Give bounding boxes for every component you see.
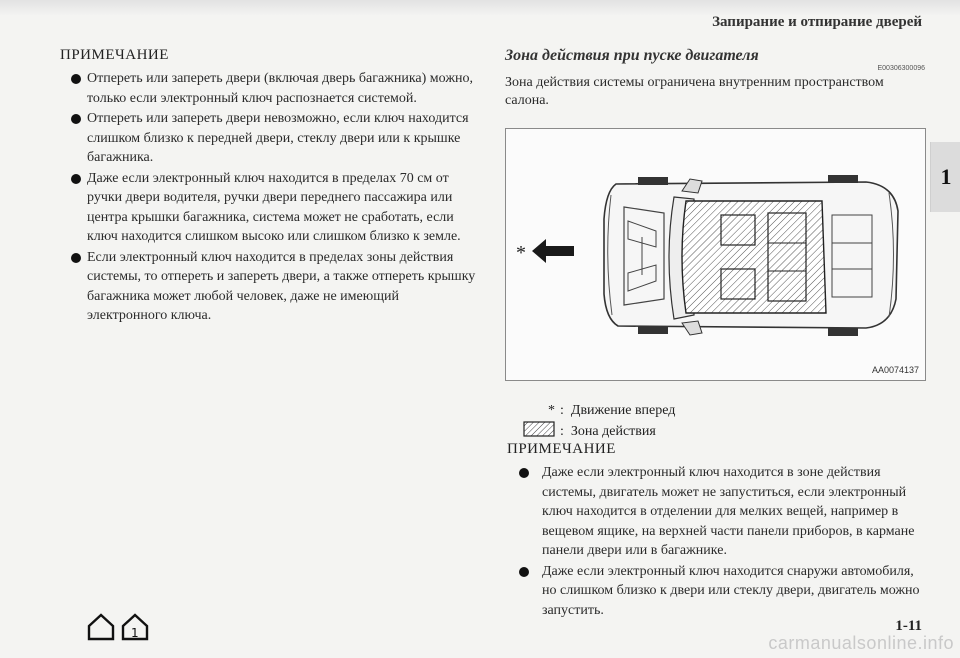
- list-item: Отпереть или запереть двери невозможно, если ключ находится слишком близко к передней двери, стеклу двери или к крышке багажника.: [60, 109, 480, 168]
- operating-zone-area: [682, 201, 826, 313]
- right-note: [507, 441, 927, 621]
- legend-separator: :: [560, 402, 564, 418]
- figure-code: AA0074137: [871, 365, 919, 375]
- wheel: [828, 175, 858, 183]
- nav-icons: [86, 612, 150, 642]
- wheel: [638, 177, 668, 185]
- list-item: Если электронный ключ находится в пределах зоны действия системы, то отпереть и запереть двери, а также отпереть крышку багажника может любой человек, даже не имеющий электронного ключа.: [60, 248, 480, 326]
- section-title: Зона действия при пуске двигателя: [505, 47, 759, 64]
- legend-separator: :: [560, 423, 564, 439]
- section-intro: Зона действия системы ограничена внутренним пространством салона.: [505, 75, 884, 108]
- car-diagram-figure: [505, 128, 926, 381]
- car-diagram: [506, 129, 925, 380]
- diagram-legend: [523, 400, 675, 442]
- hatch-icon: [523, 421, 555, 437]
- section-code: E00306300096: [877, 65, 925, 72]
- watermark: carmanualsonline.info: [768, 633, 954, 653]
- chapter-home-icon[interactable]: [120, 612, 150, 642]
- page-header-title: Запирание и отпирание дверей: [712, 14, 922, 30]
- left-note: [60, 47, 480, 327]
- legend-row: [523, 400, 675, 421]
- chapter-tab-label: 1: [940, 164, 952, 189]
- list-item: Отпереть или запереть двери (включая дверь багажника) можно, только если электронный ключ распознается системой.: [60, 69, 480, 108]
- note-heading: ПРИМЕЧАНИЕ: [60, 47, 169, 63]
- wheel: [638, 326, 668, 334]
- note-heading: ПРИМЕЧАНИЕ: [507, 441, 616, 457]
- home-icon[interactable]: [86, 612, 116, 642]
- legend-label: Движение вперед: [570, 402, 676, 418]
- svg-text:1: 1: [131, 626, 139, 640]
- note-list: [60, 69, 480, 326]
- list-item: Даже если электронный ключ находится снаружи автомобиля, но слишком близко к двери или стеклу двери, двигатель можно запустить.: [507, 562, 927, 621]
- section: [505, 47, 925, 110]
- list-item: Даже если электронный ключ находится в зоне действия системы, двигатель может не запуститься, если электронный ключ находится в отделении для мелких вещей, например в вещевом ящике, на верхней части панели приборов, в кармане панели двери или в багажнике.: [507, 463, 927, 561]
- legend-row: [523, 421, 675, 442]
- forward-asterisk: *: [516, 242, 526, 264]
- forward-arrow-icon: [532, 239, 574, 263]
- asterisk-symbol: *: [548, 402, 555, 418]
- legend-label: Зона действия: [570, 423, 656, 439]
- page-number: 1-11: [895, 618, 922, 634]
- note-list: [507, 463, 927, 620]
- list-item: Даже если электронный ключ находится в пределах 70 см от ручки двери водителя, ручки двери переднего пассажира или центра крышки багажника, система может не сработать, если ключ находится слишком высоко или слишком близко к земле.: [60, 169, 480, 247]
- chapter-tab[interactable]: [930, 142, 960, 212]
- wheel: [828, 328, 858, 336]
